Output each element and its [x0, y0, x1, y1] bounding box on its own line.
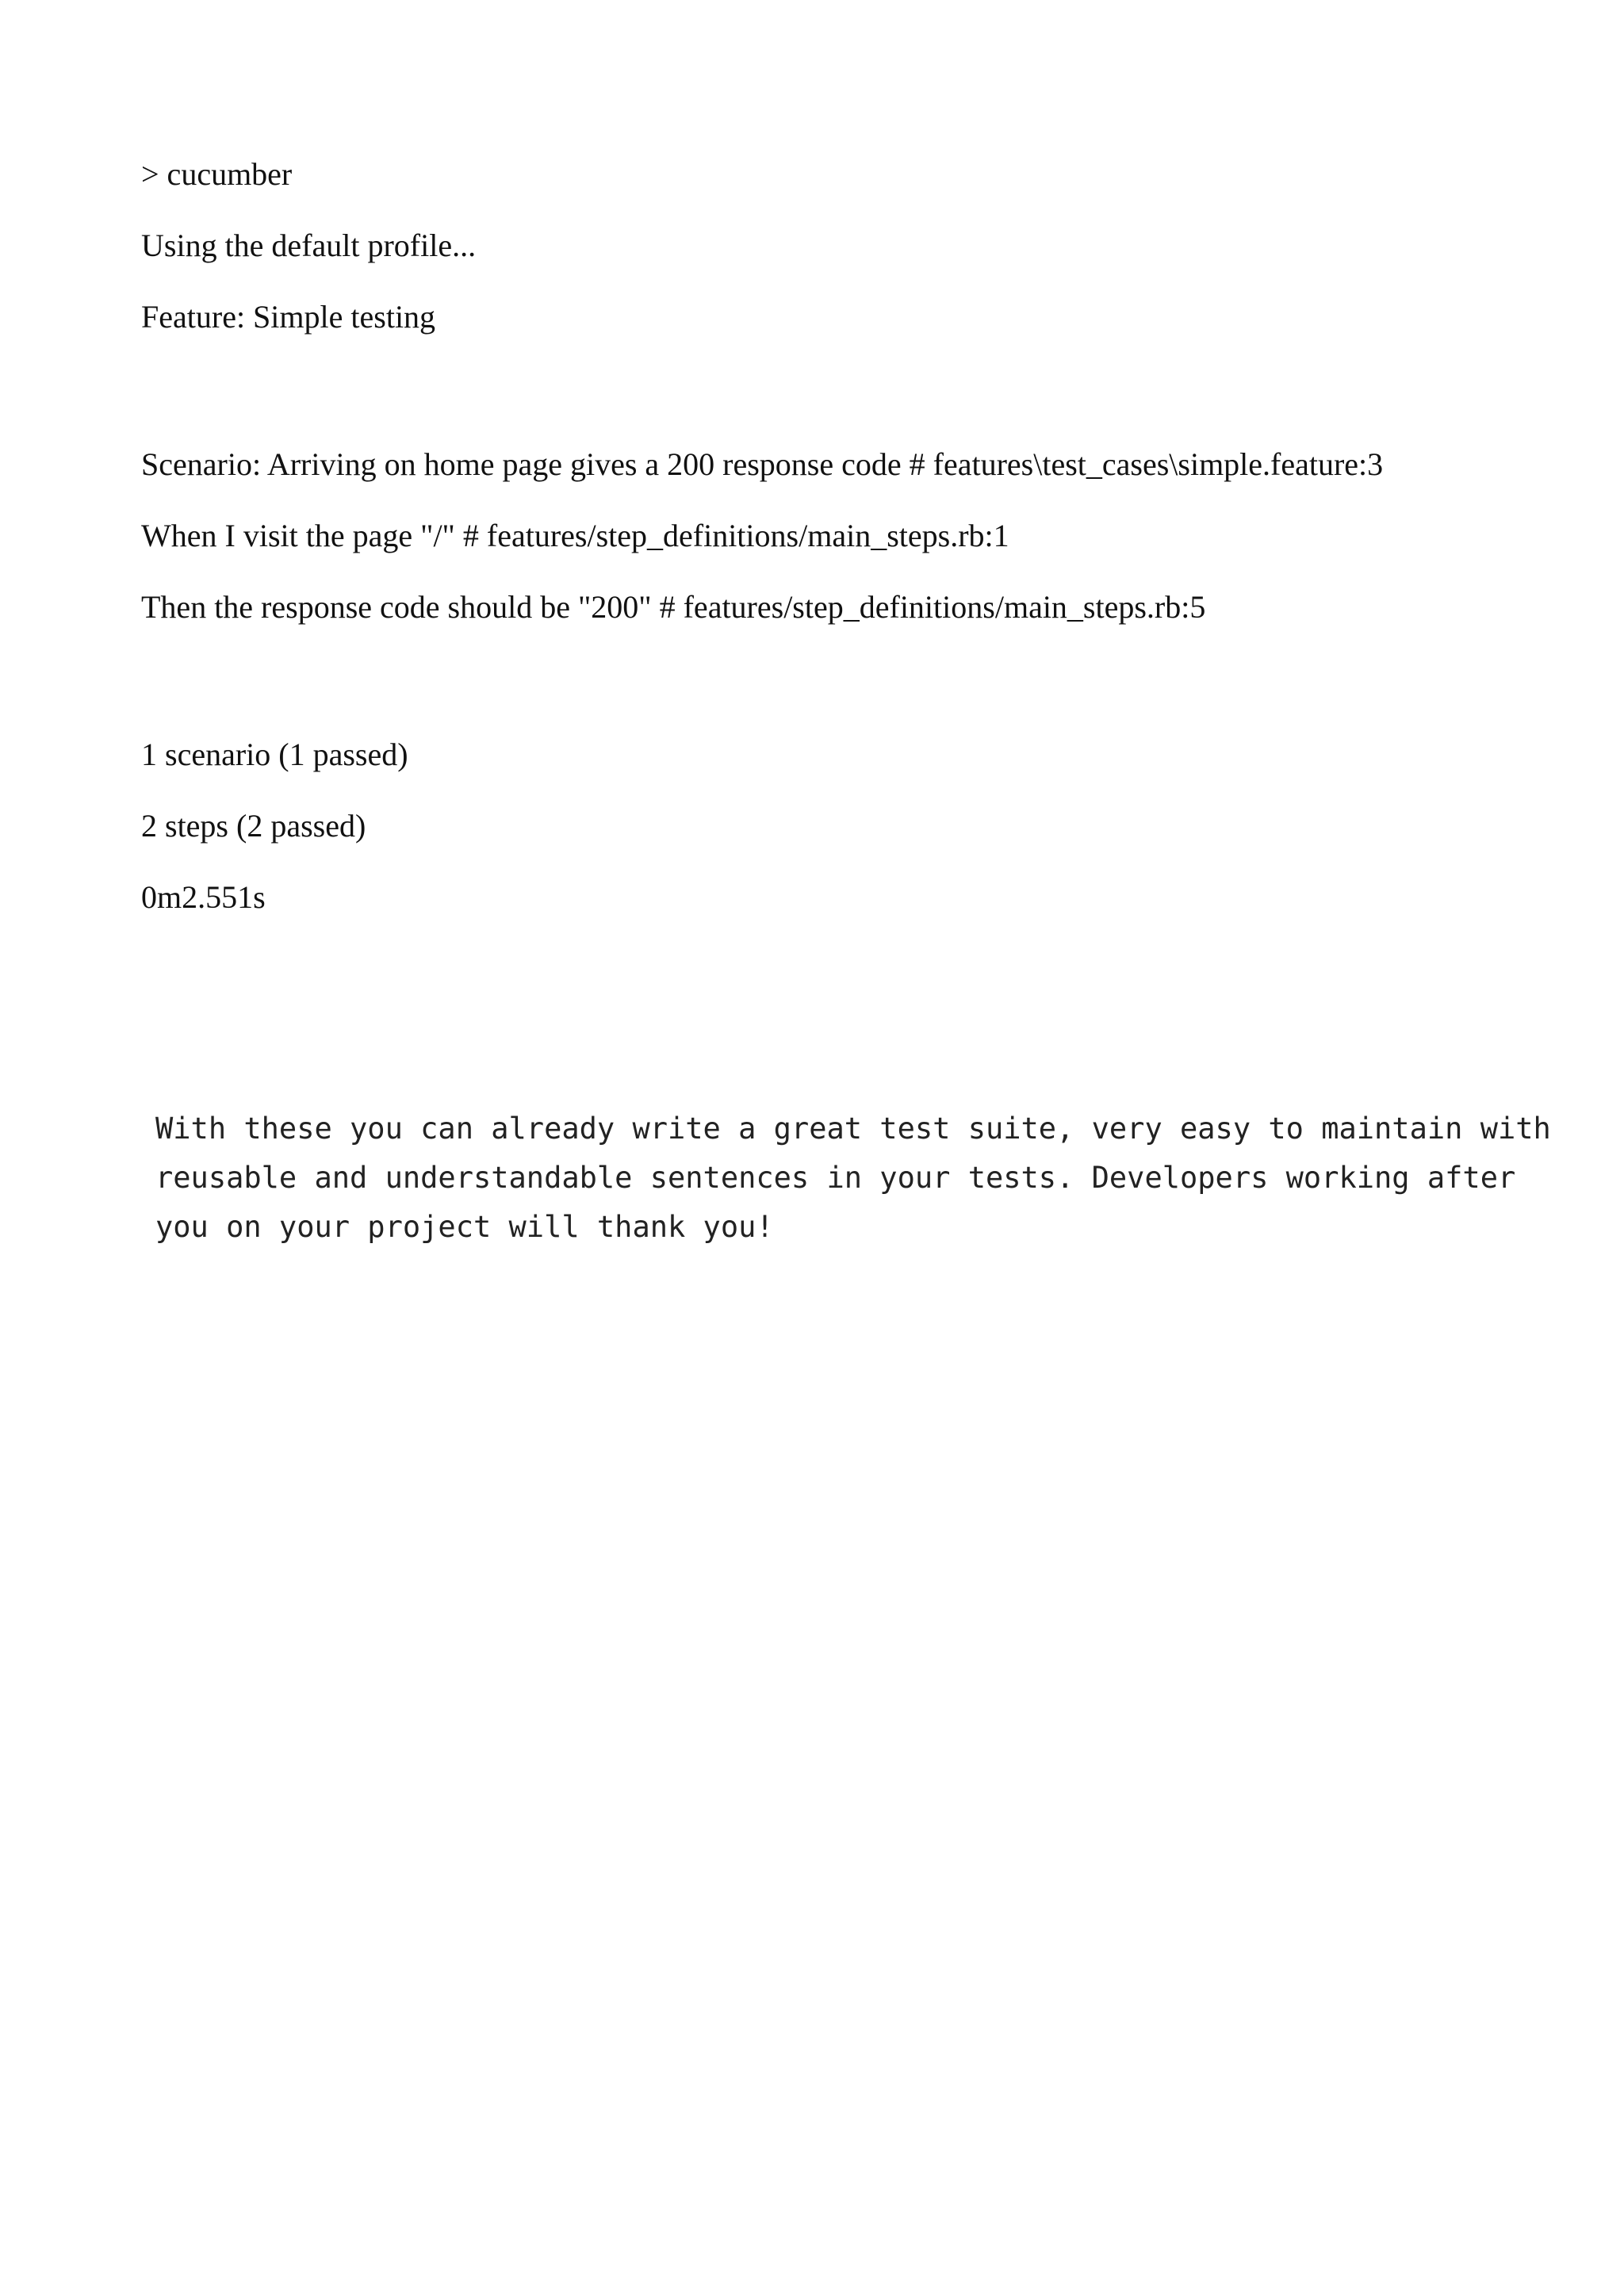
scenario-line: Scenario: Arriving on home page gives a 200 response code # features\test_cases\simple.feature:3	[141, 446, 1384, 482]
closing-paragraph-line: you on your project will thank you!	[155, 1210, 774, 1244]
command-line: > cucumber	[141, 156, 293, 192]
profile-line: Using the default profile...	[141, 228, 477, 263]
step-when-line: When I visit the page "/" # features/step_definitions/main_steps.rb:1	[141, 518, 1009, 553]
summary-scenarios-line: 1 scenario (1 passed)	[141, 737, 408, 772]
summary-steps-line: 2 steps (2 passed)	[141, 808, 366, 844]
closing-paragraph-line: With these you can already write a great test suite, very easy to maintain with	[155, 1112, 1551, 1146]
step-then-line: Then the response code should be "200" # features/step_definitions/main_steps.rb:5	[141, 589, 1206, 625]
closing-paragraph-line: reusable and understandable sentences in your tests. Developers working after	[155, 1161, 1516, 1195]
feature-line: Feature: Simple testing	[141, 299, 436, 335]
duration-line: 0m2.551s	[141, 879, 266, 915]
closing-paragraph	[155, 1104, 1551, 1252]
